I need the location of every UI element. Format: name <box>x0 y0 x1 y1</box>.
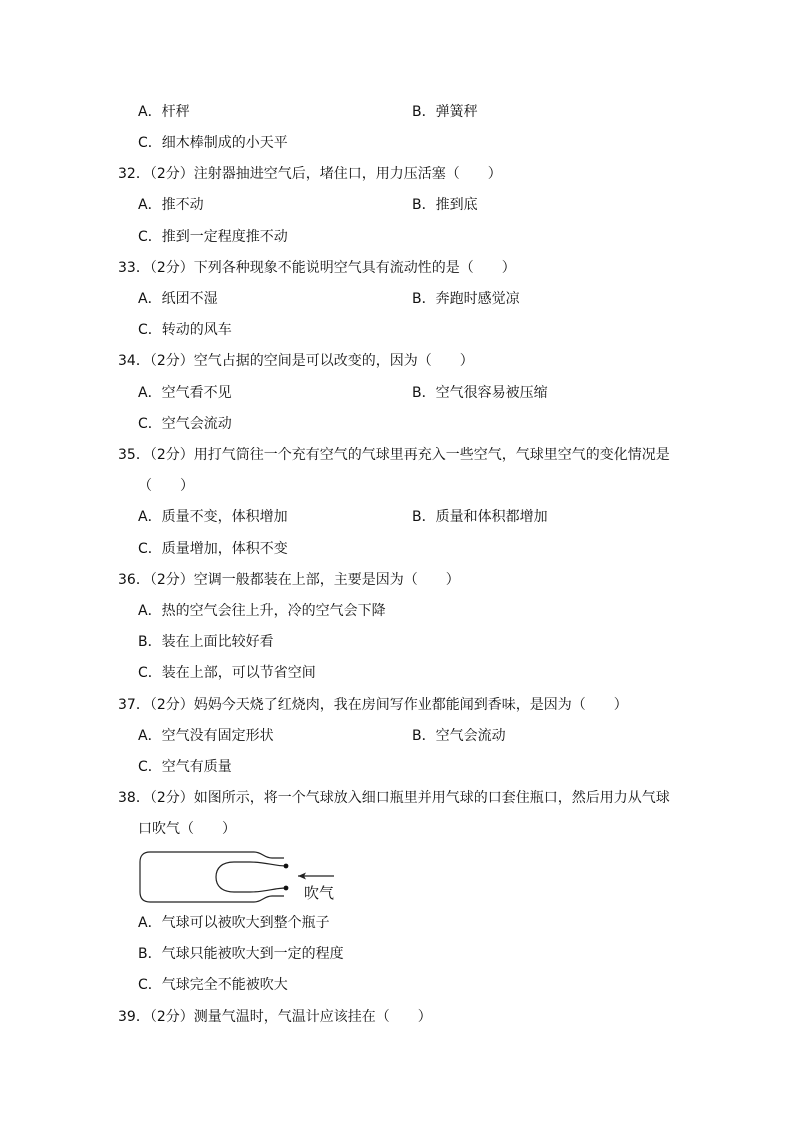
q39-stem: 39．（2分）测量气温时，气温计应该挂在（ ） <box>118 1009 432 1025</box>
q32-stem: 32．（2分）注射器抽进空气后，堵住口，用力压活塞（ ） <box>118 166 502 182</box>
q36-stem: 36．（2分）空调一般都装在上部，主要是因为（ ） <box>118 572 460 588</box>
q38-option-c: C．气球完全不能被吹大 <box>138 977 288 993</box>
q35-stem: 35．（2分）用打气筒往一个充有空气的气球里再充入一些空气，气球里空气的变化情况是 <box>118 447 670 463</box>
q32-option-a: A．推不动 <box>138 197 204 213</box>
q33-option-a: A．纸团不湿 <box>138 291 218 307</box>
q36-option-b: B．装在上面比较好看 <box>138 634 274 650</box>
bottle-outline <box>140 852 284 902</box>
bottle-balloon-figure <box>138 846 348 908</box>
q36-option-c: C．装在上部，可以节省空间 <box>138 665 316 681</box>
q37-option-b: B．空气会流动 <box>412 728 506 744</box>
q32-option-b: B．推到底 <box>412 197 478 213</box>
q36-option-a: A．热的空气会往上升，冷的空气会下降 <box>138 603 386 619</box>
balloon-mouth-top <box>284 864 289 869</box>
q38-stem: 38．（2分）如图所示，将一个气球放入细口瓶里并用气球的口套住瓶口，然后用力从气球 <box>118 790 670 806</box>
q35-option-a: A．质量不变，体积增加 <box>138 509 288 525</box>
q33-option-b: B．奔跑时感觉凉 <box>412 291 520 307</box>
q38-option-a: A．气球可以被吹大到整个瓶子 <box>138 915 330 931</box>
q37-stem: 37．（2分）妈妈今天烧了红烧肉，我在房间写作业都能闻到香味，是因为（ ） <box>118 697 628 713</box>
q31-option-b: B．弹簧秤 <box>412 104 478 120</box>
q32-option-c: C．推到一定程度推不动 <box>138 229 288 245</box>
q31-option-c: C．细木棒制成的小天平 <box>138 135 288 151</box>
figure-label-blow: 吹气 <box>304 886 335 902</box>
q37-option-a: A．空气没有固定形状 <box>138 728 274 744</box>
balloon-mouth-bottom <box>284 886 289 891</box>
q31-option-a: A．杆秤 <box>138 104 190 120</box>
q37-option-c: C．空气有质量 <box>138 759 232 775</box>
q35-stem-continuation: （ ） <box>138 478 194 494</box>
balloon-outline <box>216 862 286 892</box>
q38-option-b: B．气球只能被吹大到一定的程度 <box>138 946 344 962</box>
q35-option-b: B．质量和体积都增加 <box>412 509 548 525</box>
q34-option-a: A．空气看不见 <box>138 385 232 401</box>
q34-stem: 34．（2分）空气占据的空间是可以改变的，因为（ ） <box>118 353 474 369</box>
q34-option-c: C．空气会流动 <box>138 416 232 432</box>
q35-option-c: C．质量增加，体积不变 <box>138 541 288 557</box>
q34-option-b: B．空气很容易被压缩 <box>412 385 548 401</box>
q38-stem-continuation: 口吹气（ ） <box>138 821 236 837</box>
q33-stem: 33．（2分）下列各种现象不能说明空气具有流动性的是（ ） <box>118 260 516 276</box>
q33-option-c: C．转动的风车 <box>138 322 232 338</box>
